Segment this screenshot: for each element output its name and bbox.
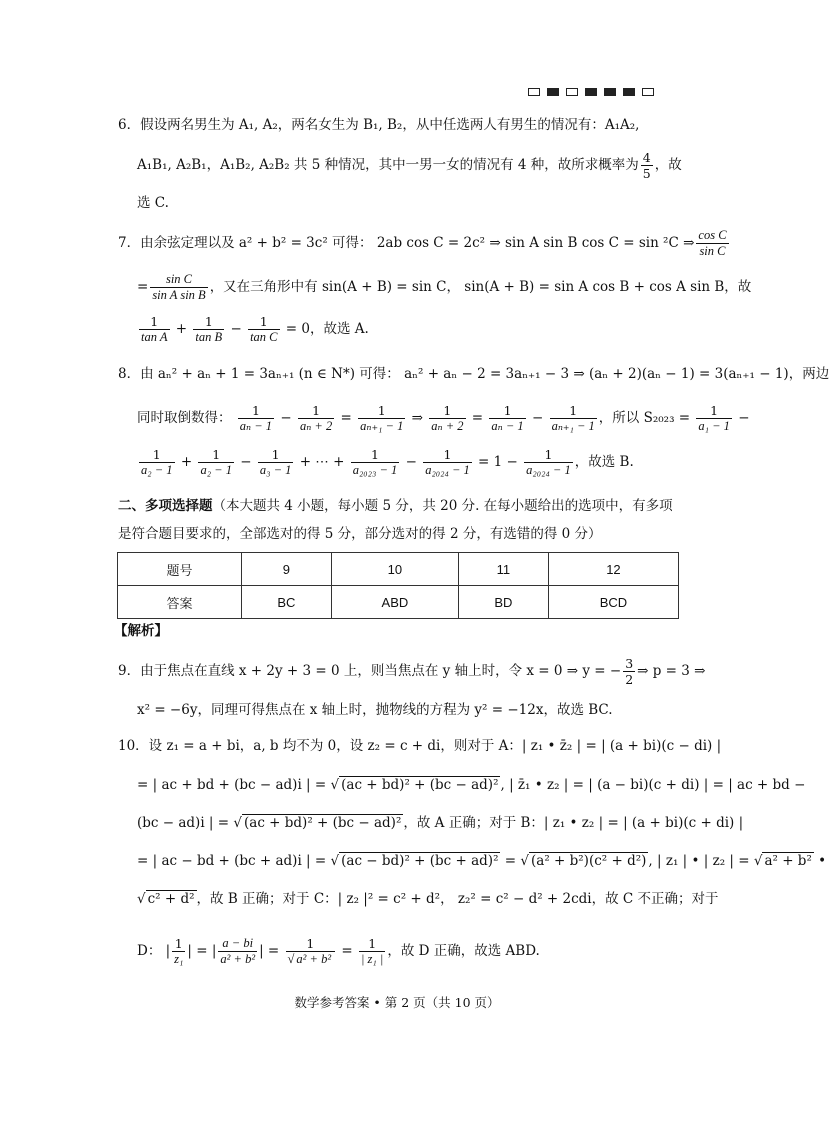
q10-line1: 10．设 z₁ = a + bi，a, b 均不为 0，设 z₂ = c + di，则对于 A：| z₁ • z̄₂ | = | (a + bi)(c − di) | [118,738,722,754]
table-cell: 答案 [118,586,242,619]
q10-line4: = | ac − bd + (bc + ad)i | = √ (ac − bd)² + (bc + ad)² = √ (a² + b²)(c² + d²) , | z₁ | • | z₂ | = √ a² + b² • [137,853,827,869]
q9-line1: 9．由于焦点在直线 x + 2y + 3 = 0 上，则当焦点在 y 轴上时，令 x = 0 ⇒ y = − $\frac{3}{2}$ ⇒ p = 3 ⇒ [118,656,706,687]
fraction: $\frac{4}{5}$ [642,150,651,181]
table-cell: BCD [548,586,678,619]
table-row [118,586,679,619]
header-mark [547,88,559,96]
table-cell: 12 [548,553,678,586]
header-mark [623,88,635,96]
page-footer: 数学参考答案 • 第 2 页（共 10 页） [294,995,500,1010]
fraction: $\frac{\text{sin C}}{\text{sin A sin B}}$ [152,272,206,302]
q7-line2: = $\frac{\text{sin C}}{\text{sin A sin B}}$ ，又在三角形中有 sin(A + B) = sin C， sin(A + B) = sin A cos B + cos A sin B，故 [137,272,752,302]
header-mark [642,88,654,96]
analysis-label: 【解析】 [114,623,168,639]
table-cell: 9 [241,553,331,586]
table-row [118,553,679,586]
q6-line1: 6．假设两名男生为 A₁, A₂，两名女生为 B₁, B₂，从中任选两人有男生的情况有：A₁A₂, [118,117,640,133]
q6-line3: 选 C. [137,195,169,211]
q7-line1: 7．由余弦定理以及 a² + b² = 3c² 可得： 2ab cos C = 2c² ⇒ sin A sin B cos C = sin ²C ⇒ $\frac{\text{cos C}}{\text{sin C}}$ [118,228,727,258]
q7-line3: $\frac{1}{\text{tan A}}$ + $\frac{1}{\text{tan B}}$ − $\frac{1}{\text{tan C}}$ = 0，故选 A. [141,314,369,344]
q10-line6: D： | $\frac{1}{\text{z₁}}$ | = | $\frac{a - bi}{\text{a² + b²}}$ | = $\frac{1}{\text{√ a² + b²}}$ = $\frac{1}{\text{| z₁ |}}$ ，故 D 正确，故选 ABD. [137,936,540,966]
table-cell: 10 [331,553,458,586]
header-mark [585,88,597,96]
q10-line5: √ c² + d² ，故 B 正确；对于 C：| z₂ |² = c² + d²， z₂² = c² − d² + 2cdi，故 C 不正确；对于 [137,891,719,907]
answer-table [117,552,679,619]
section2-line2: 是符合题目要求的，全部选对的得 5 分，部分选对的得 2 分，有选错的得 0 分） [118,526,602,542]
q10-line2: = | ac + bd + (bc − ad)i | = √ (ac + bd)² + (bc − ad)² , | z̄₁ • z₂ | = | (a − bi)(c + di) | = | ac + bd − [137,777,806,793]
header-mark [604,88,616,96]
header-marks [528,88,654,96]
table-cell: BC [241,586,331,619]
q8-line1: 8．由 aₙ² + aₙ + 1 = 3aₙ₊₁ (n ∈ N*) 可得： aₙ² + aₙ − 2 = 3aₙ₊₁ − 3 ⇒ (aₙ + 2)(aₙ − 1) = 3(aₙ₊₁ − 1)，两边 [118,366,829,382]
fraction: $\frac{\text{cos C}}{\text{sin C}}$ [698,228,727,258]
q8-line3: $\frac{1}{\text{a₂ − 1}}$ + $\frac{1}{\text{a₂ − 1}}$ − $\frac{1}{\text{a₃ − 1}}$ + ⋯ + $\frac{1}{\text{a₂₀₂₃ − 1}}$ − $\frac{1}{\text{a₂₀₂₄ − 1}}$ = 1 − $\frac{1}{\text{a₂₀₂₄ − 1}}$ ，故选 B. [141,447,634,477]
q8-line2: 同时取倒数得： $\frac{1}{\text{aₙ − 1}}$ − $\frac{1}{\text{aₙ + 2}}$ = $\frac{1}{\text{aₙ₊₁ − 1}}$ ⇒ $\frac{1}{\text{aₙ + 2}}$ = $\frac{1}{\text{aₙ − 1}}$ − $\frac{1}{\text{aₙ₊₁ − 1}}$ ，所以 S₂₀₂₃ = $\frac{1}{\text{a₁ − 1}}$ − [137,403,750,433]
table-cell: BD [458,586,548,619]
table-cell: 题号 [118,553,242,586]
q10-line3: (bc − ad)i | = √ (ac + bd)² + (bc − ad)² ，故 A 正确；对于 B：| z₁ • z₂ | = | (a + bi)(c + di) | [137,815,744,831]
q6-line2: A₁B₁, A₂B₁，A₁B₂, A₂B₂ 共 5 种情况，其中一男一女的情况有 4 种，故所求概率为 $\frac{4}{5}$ ，故 [137,150,682,181]
q9-line2: x² = −6y，同理可得焦点在 x 轴上时，抛物线的方程为 y² = −12x，故选 BC. [137,702,613,718]
header-mark [566,88,578,96]
header-mark [528,88,540,96]
table-cell: 11 [458,553,548,586]
section2-line1: 二、多项选择题（本大题共 4 小题，每小题 5 分，共 20 分. 在每小题给出的选项中，有多项 [118,498,673,514]
table-cell: ABD [331,586,458,619]
